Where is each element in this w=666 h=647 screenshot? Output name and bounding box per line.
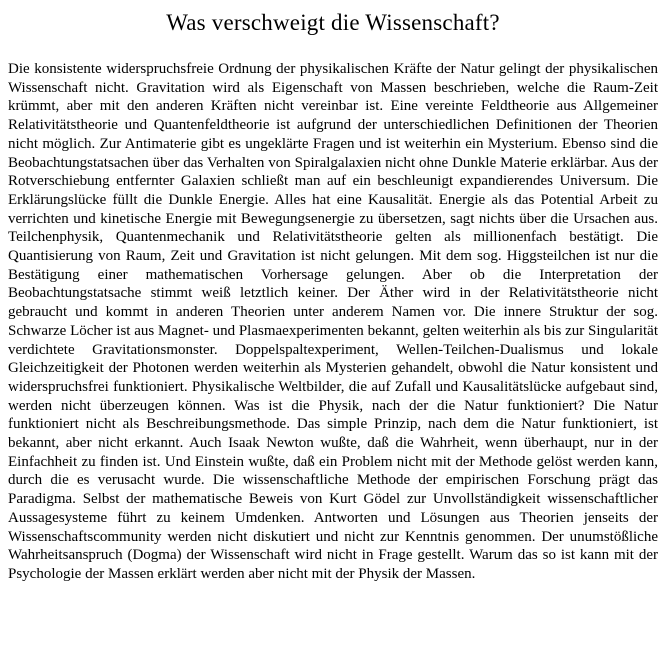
- document-title: Was verschweigt die Wissenschaft?: [166, 10, 500, 35]
- document-body-paragraph: Die konsistente widerspruchsfreie Ordnung der physikalischen Kräfte der Natur gelingt der physikalischen Wissenschaft nicht. Gravitation wird als Eigenschaft von Massen beschrieben, welche die Raum-Zeit krümmt, aber mit den anderen Kräften nicht vereinbar ist. Eine vereinte Feldtheorie aus Allgemeiner Relativitätstheorie und Quantenfeldtheorie ist aufgrund der unterschiedlichen Definitionen der Theorien nicht möglich. Zur Antimaterie gibt es ungeklärte Fragen und ist weiterhin ein Mysterium. Ebenso sind die Beobachtungstatsachen über das Verhalten von Spiralgalaxien nicht ohne Dunkle Materie erklärbar. Aus der Rotverschiebung entfernter Galaxien schließt man auf ein beschleunigt expandierendes Universum. Die Erklärungslücke füllt die Dunkle Energie. Alles hat eine Kausalität. Energie als das Potential Arbeit zu verrichten und kinetische Energie mit Bewegungsenergie zu übersetzen, sagt nichts über die Ursachen aus. Teilchenphysik, Quantenmechanik und Relativitätstheorie gelten als millionenfach bestätigt. Die Quantisierung von Raum, Zeit und Gravitation ist nicht gelungen. Mit dem sog. Higgsteilchen ist nur die Bestätigung einer mathematischen Vorhersage gelungen. Aber ob die Interpretation der Beobachtungstatsache stimmt weiß letztlich keiner. Der Äther wird in der Relativitätstheorie nicht gebraucht und kommt in anderen Theorien unter anderem Namen vor. Die innere Struktur der sog. Schwarze Löcher ist aus Magnet- und Plasmaexperimenten bekannt, gelten weiterhin als bis zur Singularität verdichtete Gravitationsmonster. Doppelspaltexperiment, Wellen-Teilchen-Dualismus und lokale Gleichzeitigkeit der Photonen werden weiterhin als Mysterien gehandelt, obwohl die Natur konsistent und widerspruchsfrei funktioniert. Physikalische Weltbilder, die auf Zufall und Kausalitätslücke aufgebaut sind, werden nicht überzeugen können. Was ist die Physik, nach der die Natur funktioniert? Die Natur funktioniert nicht als Beschreibungsmethode. Das simple Prinzip, nach dem die Natur funktioniert, ist bekannt, aber nicht erkannt. Auch Isaak Newton wußte, daß die Wahrheit, wenn überhaupt, nur in der Einfachheit zu finden ist. Und Einstein wußte, daß ein Problem nicht mit der Methode gelöst werden kann, durch die es verusacht wurde. Die wissenschaftliche Methode der empirischen Forschung prägt das Paradigma. Selbst der mathematische Beweis von Kurt Gödel zur Unvollständigkeit wissenschaftlicher Aussagesysteme führt zu keinem Umdenken. Antworten und Lösungen aus Theorien jenseits der Wissenschaftscommunity werden nicht diskutiert und nicht zur Kenntnis genommen. Der unumstößliche Wahrheitsanspruch (Dogma) der Wissenschaft wird nicht in Frage gestellt. Warum das so ist kann mit der Psychologie der Massen erklärt werden aber nicht mit der Physik der Massen.: [8, 61, 658, 582]
